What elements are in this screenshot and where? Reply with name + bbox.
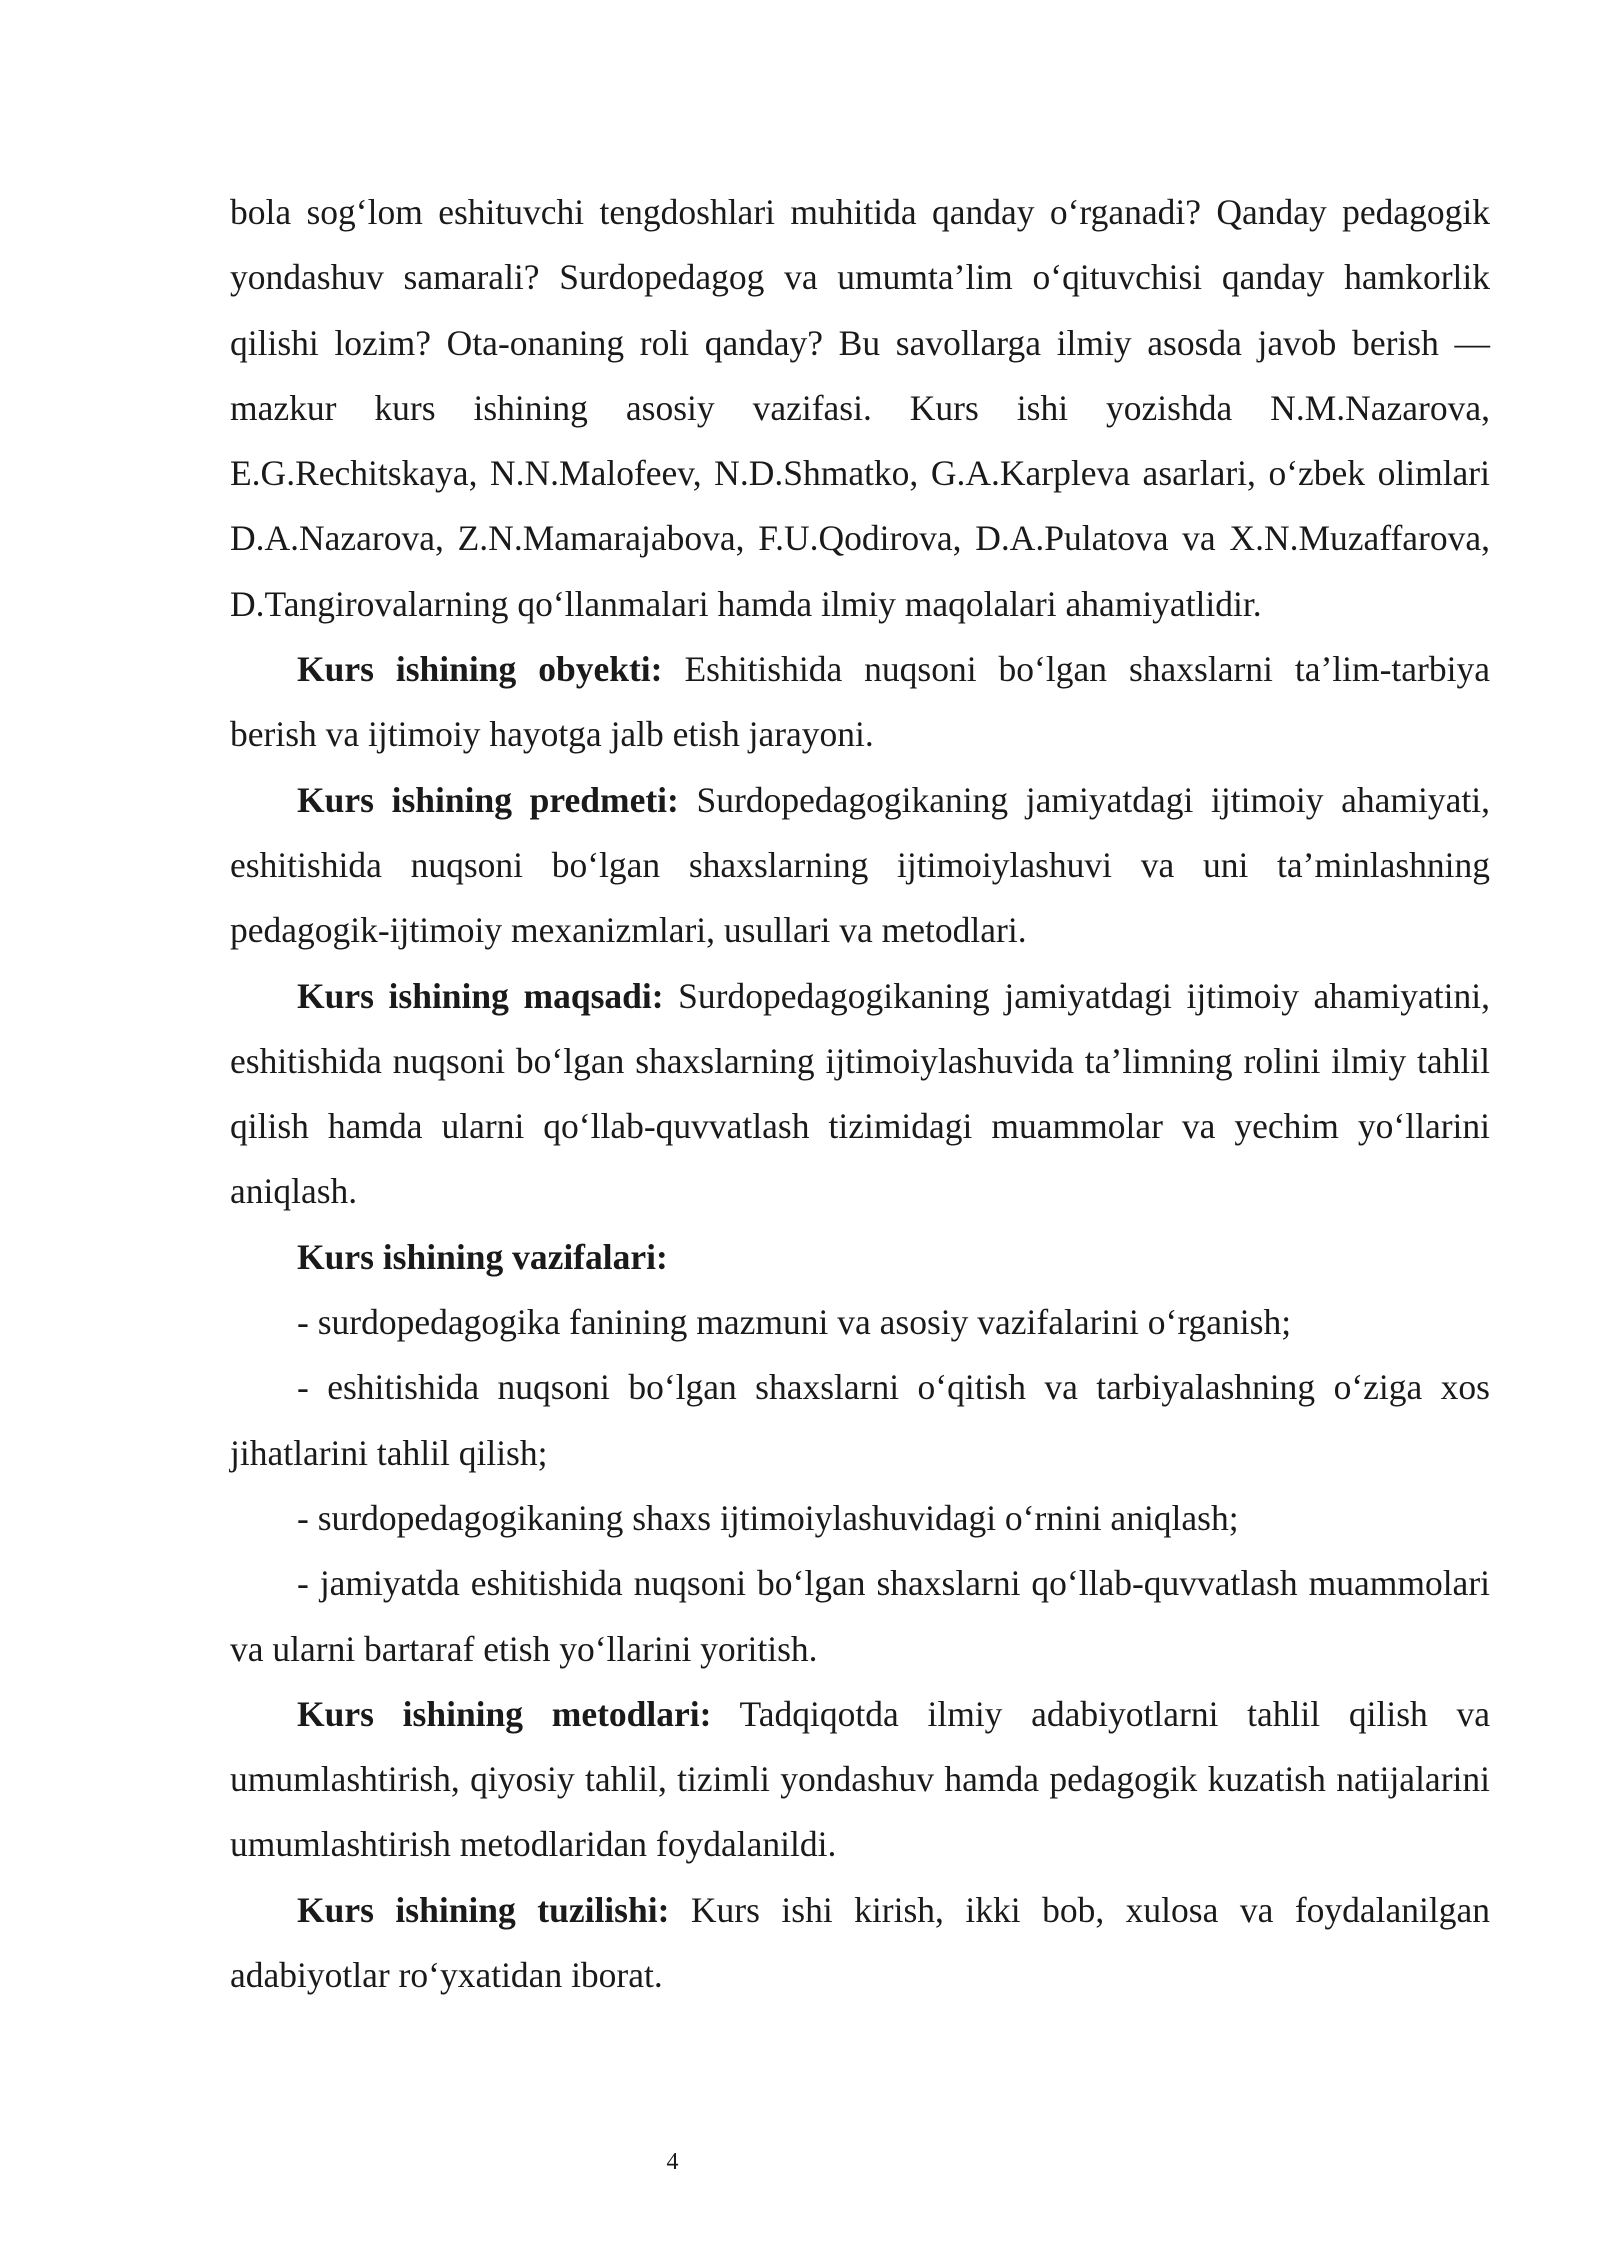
tasks-label: Kurs ishining vazifalari: (297, 1236, 668, 1277)
goal-label: Kurs ishining maqsadi: (297, 975, 664, 1016)
task-item: - surdopedagogika fanining mazmuni va asosiy vazifalarini o‘rganish; (297, 1302, 1292, 1343)
methods-text: Tadqiqotda ilmiy adabiyotlarni tahlil qilish va umumlashtirish, qiyosiy tahlil, tizimli yondashuv hamda pedagogik kuzatish natijalarini umumlashtirish metodlaridan foydalanildi. (230, 1693, 1490, 1865)
object-paragraph (230, 637, 1490, 768)
methods-label: Kurs ishining metodlari: (297, 1693, 712, 1734)
structure-label: Kurs ishining tuzilishi: (297, 1889, 670, 1930)
document-body (230, 180, 1490, 2008)
subject-label: Kurs ishining predmeti: (297, 779, 679, 820)
task-item: - surdopedagogikaning shaxs ijtimoiylashuvidagi o‘rnini aniqlash; (297, 1497, 1239, 1538)
structure-text: Kurs ishi kirish, ikki bob, xulosa va foydalanilgan adabiyotlar ro‘yxatidan iborat. (230, 1889, 1490, 1996)
goal-paragraph (230, 964, 1490, 1225)
object-text: Eshitishida nuqsoni bo‘lgan shaxslarni ta’lim-tarbiya berish va ijtimoiy hayotga jalb etish jarayoni. (230, 649, 1490, 755)
task-item: - jamiyatda eshitishida nuqsoni bo‘lgan shaxslarni qo‘llab-quvvatlash muammolari va ularni bartaraf etish yo‘llarini yoritish. (230, 1563, 1490, 1669)
page-number: 4 (666, 2149, 679, 2175)
task-item: - eshitishida nuqsoni bo‘lgan shaxslarni o‘qitish va tarbiyalashning o‘ziga xos jihatlarini tahlil qilish; (230, 1367, 1490, 1473)
tasks-heading (230, 1225, 1490, 1290)
intro-paragraph: bola sog‘lom eshituvchi tengdoshlari muhitida qanday o‘rganadi? Qanday pedagogik yondashuv samarali? Surdopedagog va umumta’lim o‘qituvchisi qanday hamkorlik qilishi lozim? Ota-onaning roli qanday? Bu savollarga ilmiy asosda javob berish — mazkur kurs ishining asosiy vazifasi. Kurs ishi yozishda N.M.Nazarova, E.G.Rechitskaya, N.N.Malofeev, N.D.Shmatko, G.A.Karpleva asarlari, o‘zbek olimlari D.A.Nazarova, Z.N.Mamarajabova, F.U.Qodirova, D.A.Pulatova va X.N.Muzaffarova, D.Tangirovalarning qo‘llanmalari hamda ilmiy maqolalari ahamiyatlidir. (230, 192, 1490, 624)
goal-text: Surdopedagogikaning jamiyatdagi ijtimoiy ahamiyatini, eshitishida nuqsoni bo‘lgan shaxslarning ijtimoiylashuvida ta’limning rolini ilmiy tahlil qilish hamda ularni qo‘llab-quvvatlash tizimidagi muammolar va yechim yo‘llarini aniqlash. (230, 975, 1490, 1212)
structure-paragraph (230, 1878, 1490, 2009)
subject-paragraph (230, 768, 1490, 964)
subject-text: Surdopedagogikaning jamiyatdagi ijtimoiy ahamiyati, eshitishida nuqsoni bo‘lgan shaxslarning ijtimoiylashuvi va uni ta’minlashning pedagogik-ijtimoiy mexanizmlari, usullari va metodlari. (230, 779, 1491, 951)
object-label: Kurs ishining obyekti: (297, 649, 663, 690)
methods-paragraph (230, 1682, 1490, 1878)
